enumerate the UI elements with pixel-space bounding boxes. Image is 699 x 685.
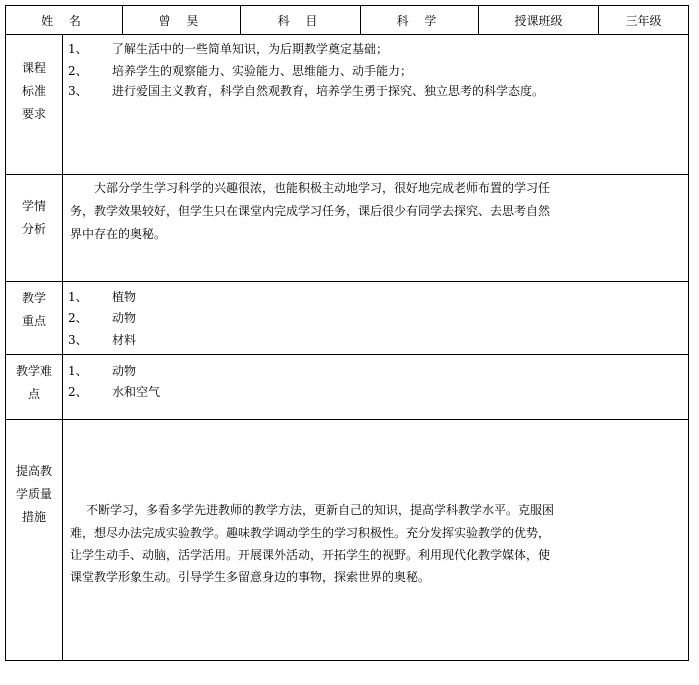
measures-line: 课堂教学形象生动。引导学生多留意身边的事物，探索世界的奥秘。 [70,570,431,584]
curriculum-item-text: 培养学生的观察能力、实验能力、思维能力、动手能力； [112,64,413,78]
key-point-number: 1、 [68,290,88,304]
difficulty-item [68,383,160,400]
difficulty-number: 2、 [68,385,88,399]
curriculum-item-number: 3、 [68,84,88,98]
curriculum-item [68,40,388,57]
curriculum-label: 课程 标准 要求 [21,61,46,121]
key-point-item [68,331,136,348]
key-point-text: 植物 [112,290,137,304]
measures-line: 让学生动手、动脑，活学活用。开展课外活动，开拓学生的视野。利用现代化教学媒体，使 [70,548,551,562]
students-label: 学情 分析 [21,199,46,236]
measures-line: 难，想尽办法完成实验教学。趣味教学调动学生的学习积极性。充分发挥实验教学的优势， [70,526,551,540]
key-points-label: 教学 重点 [21,291,46,328]
border-header-bottom [5,34,689,35]
border-bottom [5,660,689,661]
key-point-text: 材料 [112,333,137,347]
difficulty-number: 1、 [68,364,88,378]
border-right [688,5,689,661]
students-line: 界中存在的奥秘。 [70,227,167,241]
border-label-column [62,34,63,661]
difficulty-item [68,362,136,379]
curriculum-item-number: 2、 [68,64,88,78]
class-value: 三年级 [625,13,662,28]
students-line: 务，教学效果较好，但学生只在课堂内完成学习任务，课后很少有同学去探究、去思考自然 [70,204,551,218]
measures-label: 提高教 学质量 措施 [15,464,52,524]
curriculum-item [68,82,544,99]
difficulty-text: 动物 [112,364,137,378]
key-point-item [68,309,136,326]
name-value: 曾 昊 [158,13,205,28]
curriculum-item [68,62,412,79]
curriculum-item-text: 进行爱国主义教育，科学自然观教育，培养学生勇于探究、独立思考的科学态度。 [112,84,545,98]
key-point-text: 动物 [112,311,137,325]
border-row3-bottom [5,354,689,355]
key-point-number: 2、 [68,311,88,325]
curriculum-item-number: 1、 [68,42,88,56]
border-row1-bottom [5,174,689,175]
subject-value: 科 学 [396,13,443,28]
students-line: 大部分学生学习科学的兴趣很浓，也能积极主动地学习，很好地完成老师布置的学习任 [94,181,551,195]
difficulties-label: 教学难 点 [15,364,52,401]
name-label: 姓 名 [41,13,87,28]
measures-line: 不断学习，多看多学先进教师的教学方法，更新自己的知识，提高学科教学水平。克服困 [86,503,555,517]
border-row4-bottom [5,419,689,420]
class-label: 授课班级 [514,13,563,28]
difficulty-text: 水和空气 [112,385,161,399]
curriculum-item-text: 了解生活中的一些简单知识，为后期教学奠定基础； [112,42,389,56]
key-point-item [68,288,136,305]
border-row2-bottom [5,281,689,282]
key-point-number: 3、 [68,333,88,347]
subject-label: 科 目 [277,13,324,28]
